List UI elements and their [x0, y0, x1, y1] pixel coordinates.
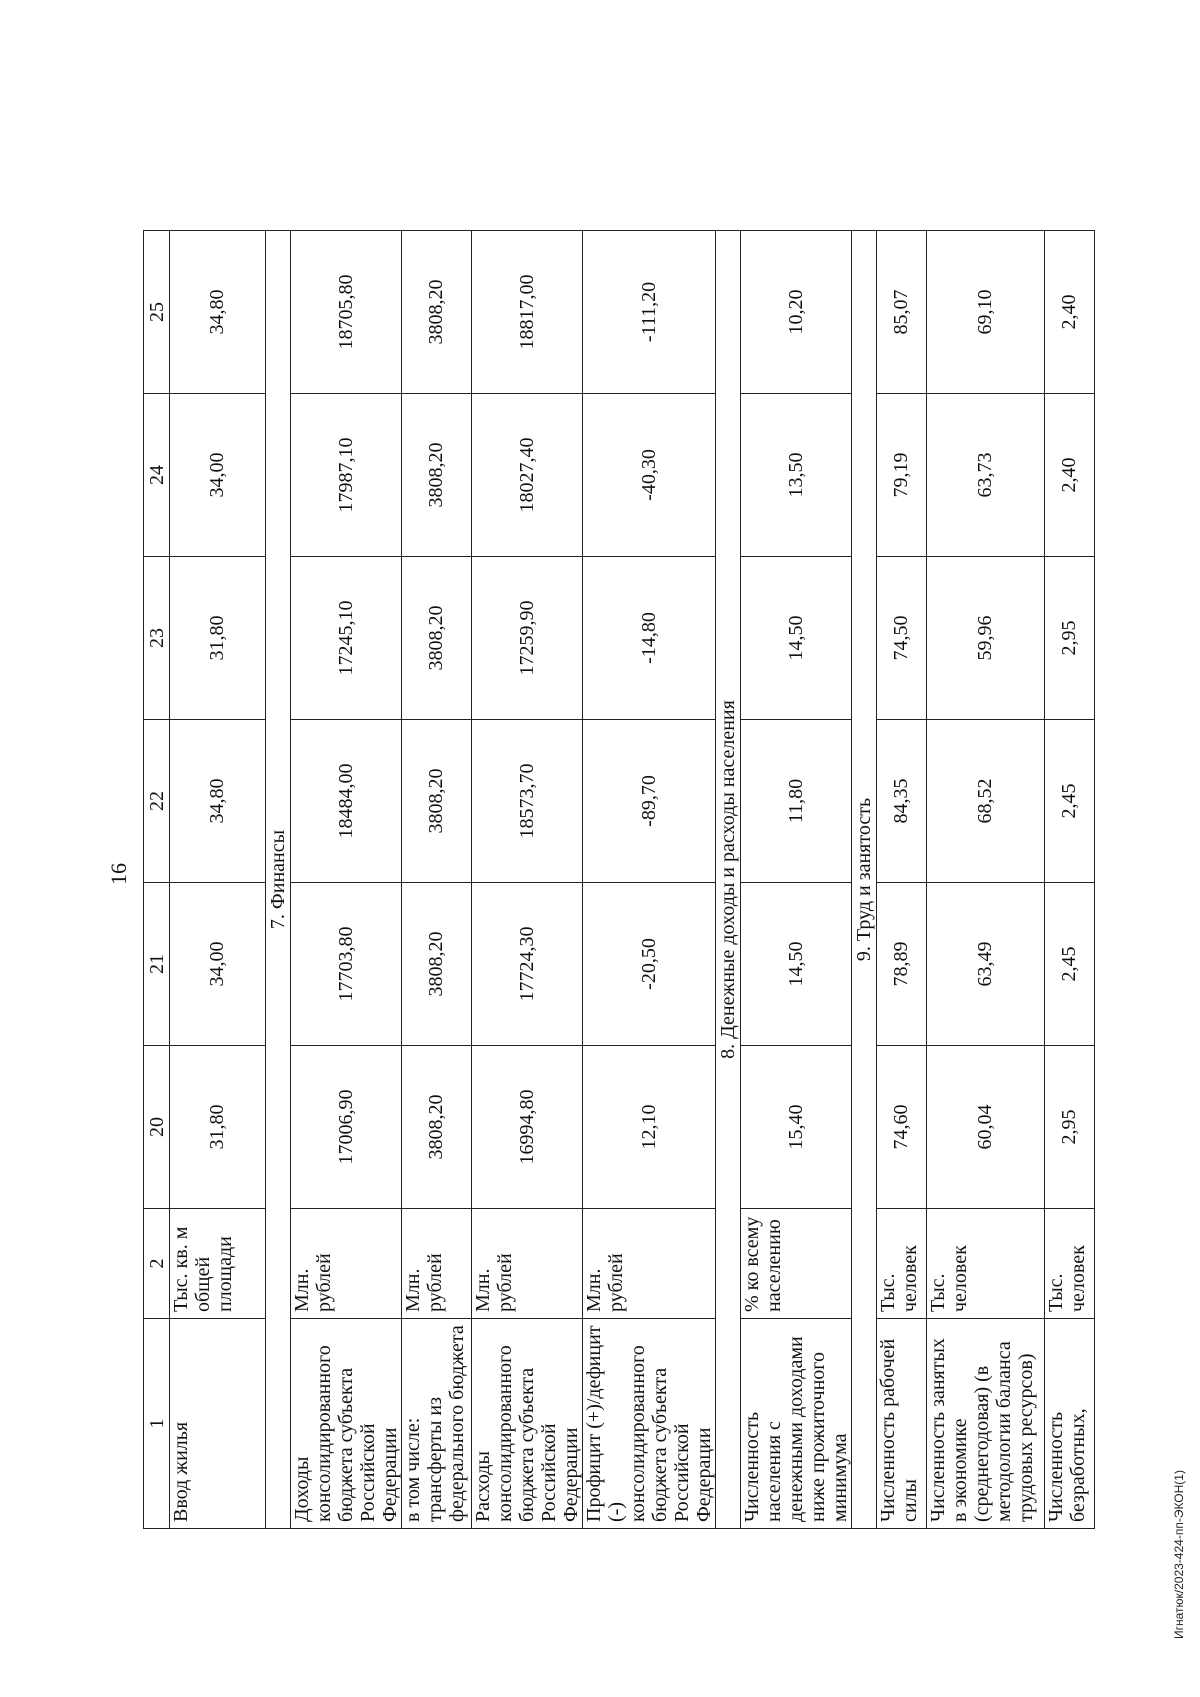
value-cell: 2,40 [1045, 394, 1095, 557]
section-title: 9. Труд и занятость [852, 231, 877, 1529]
row-unit: Млн. рублей [402, 1209, 472, 1319]
header-cell: 21 [144, 883, 170, 1046]
header-cell: 24 [144, 394, 170, 557]
row-unit: % ко всему населению [741, 1209, 852, 1319]
table-row [472, 231, 583, 1529]
document-footer: Игнатюк/2023-424-пп-ЭКОН(1) [1172, 1470, 1186, 1639]
header-cell: 2 [144, 1209, 170, 1319]
table-row [741, 231, 852, 1529]
page-number: 16 [106, 863, 131, 885]
value-cell: 63,73 [927, 394, 1045, 557]
value-cell: 60,04 [927, 1046, 1045, 1209]
value-cell: 3808,20 [402, 394, 472, 557]
value-cell: 34,00 [170, 394, 266, 557]
value-cell: 34,80 [170, 720, 266, 883]
value-cell: 10,20 [741, 231, 852, 394]
value-cell: 17703,80 [291, 883, 402, 1046]
value-cell: 74,50 [877, 557, 927, 720]
value-cell: 17259,90 [472, 557, 583, 720]
value-cell: 2,95 [1045, 1046, 1095, 1209]
value-cell: -20,50 [583, 883, 716, 1046]
header-cell: 23 [144, 557, 170, 720]
value-cell: 11,80 [741, 720, 852, 883]
value-cell: 31,80 [170, 557, 266, 720]
value-cell: 84,35 [877, 720, 927, 883]
value-cell: -40,30 [583, 394, 716, 557]
value-cell: 59,96 [927, 557, 1045, 720]
table-row [1045, 231, 1095, 1529]
value-cell: 14,50 [741, 557, 852, 720]
section-row-labor [852, 231, 877, 1529]
header-cell: 25 [144, 231, 170, 394]
value-cell: 3808,20 [402, 883, 472, 1046]
row-unit: Тыс. кв. м общей площади [170, 1209, 266, 1319]
row-unit: Тыс. человек [1045, 1209, 1095, 1319]
value-cell: 18705,80 [291, 231, 402, 394]
row-label: Профицит (+)/дефицит (-) консолидированного бюджета субъекта Российской Федерации [583, 1319, 716, 1529]
value-cell: 2,95 [1045, 557, 1095, 720]
value-cell: 17724,30 [472, 883, 583, 1046]
table-row [927, 231, 1045, 1529]
row-label: Численность населения с денежными доходами ниже прожиточного минимума [741, 1319, 852, 1529]
value-cell: -111,20 [583, 231, 716, 394]
value-cell: 2,40 [1045, 231, 1095, 394]
value-cell: 15,40 [741, 1046, 852, 1209]
value-cell: 2,45 [1045, 720, 1095, 883]
value-cell: 18484,00 [291, 720, 402, 883]
row-label: Ввод жилья [170, 1319, 266, 1529]
value-cell: 14,50 [741, 883, 852, 1046]
section-row-finance [266, 231, 291, 1529]
value-cell: 63,49 [927, 883, 1045, 1046]
value-cell: 3808,20 [402, 720, 472, 883]
row-unit: Тыс. человек [927, 1209, 1045, 1319]
table-row [291, 231, 402, 1529]
section-row-income [716, 231, 741, 1529]
row-label: в том числе: трансферты из федерального бюджета [402, 1319, 472, 1529]
value-cell: 16994,80 [472, 1046, 583, 1209]
value-cell: 18817,00 [472, 231, 583, 394]
value-cell: 13,50 [741, 394, 852, 557]
value-cell: 34,00 [170, 883, 266, 1046]
table-row [402, 231, 472, 1529]
table-header-row [144, 231, 170, 1529]
section-title: 8. Денежные доходы и расходы населения [716, 231, 741, 1529]
value-cell: 78,89 [877, 883, 927, 1046]
value-cell: 85,07 [877, 231, 927, 394]
value-cell: 3808,20 [402, 231, 472, 394]
table-row [583, 231, 716, 1529]
value-cell: 34,80 [170, 231, 266, 394]
value-cell: 17245,10 [291, 557, 402, 720]
header-cell: 22 [144, 720, 170, 883]
value-cell: 17006,90 [291, 1046, 402, 1209]
value-cell: 17987,10 [291, 394, 402, 557]
value-cell: 12,10 [583, 1046, 716, 1209]
row-unit: Млн. рублей [291, 1209, 402, 1319]
value-cell: 79,19 [877, 394, 927, 557]
value-cell: 69,10 [927, 231, 1045, 394]
section-title: 7. Финансы [266, 231, 291, 1529]
header-cell: 1 [144, 1319, 170, 1529]
row-unit: Тыс. человек [877, 1209, 927, 1319]
row-label: Численность занятых в экономике (среднегодовая) (в методологии баланса трудовых ресурсов) [927, 1319, 1045, 1529]
row-label: Численность безработных, [1045, 1319, 1095, 1529]
header-cell: 20 [144, 1046, 170, 1209]
value-cell: 3808,20 [402, 1046, 472, 1209]
row-label: Численность рабочей силы [877, 1319, 927, 1529]
row-label: Доходы консолидированного бюджета субъекта Российской Федерации [291, 1319, 402, 1529]
row-label: Расходы консолидированного бюджета субъекта Российской Федерации [472, 1319, 583, 1529]
table-row [877, 231, 927, 1529]
value-cell: 68,52 [927, 720, 1045, 883]
value-cell: 18027,40 [472, 394, 583, 557]
value-cell: -14,80 [583, 557, 716, 720]
row-unit: Млн. рублей [472, 1209, 583, 1319]
value-cell: 2,45 [1045, 883, 1095, 1046]
table-row [170, 231, 266, 1529]
value-cell: 3808,20 [402, 557, 472, 720]
value-cell: 74,60 [877, 1046, 927, 1209]
value-cell: 18573,70 [472, 720, 583, 883]
value-cell: 31,80 [170, 1046, 266, 1209]
row-unit: Млн. рублей [583, 1209, 716, 1319]
value-cell: -89,70 [583, 720, 716, 883]
indicators-table [143, 230, 1095, 1529]
